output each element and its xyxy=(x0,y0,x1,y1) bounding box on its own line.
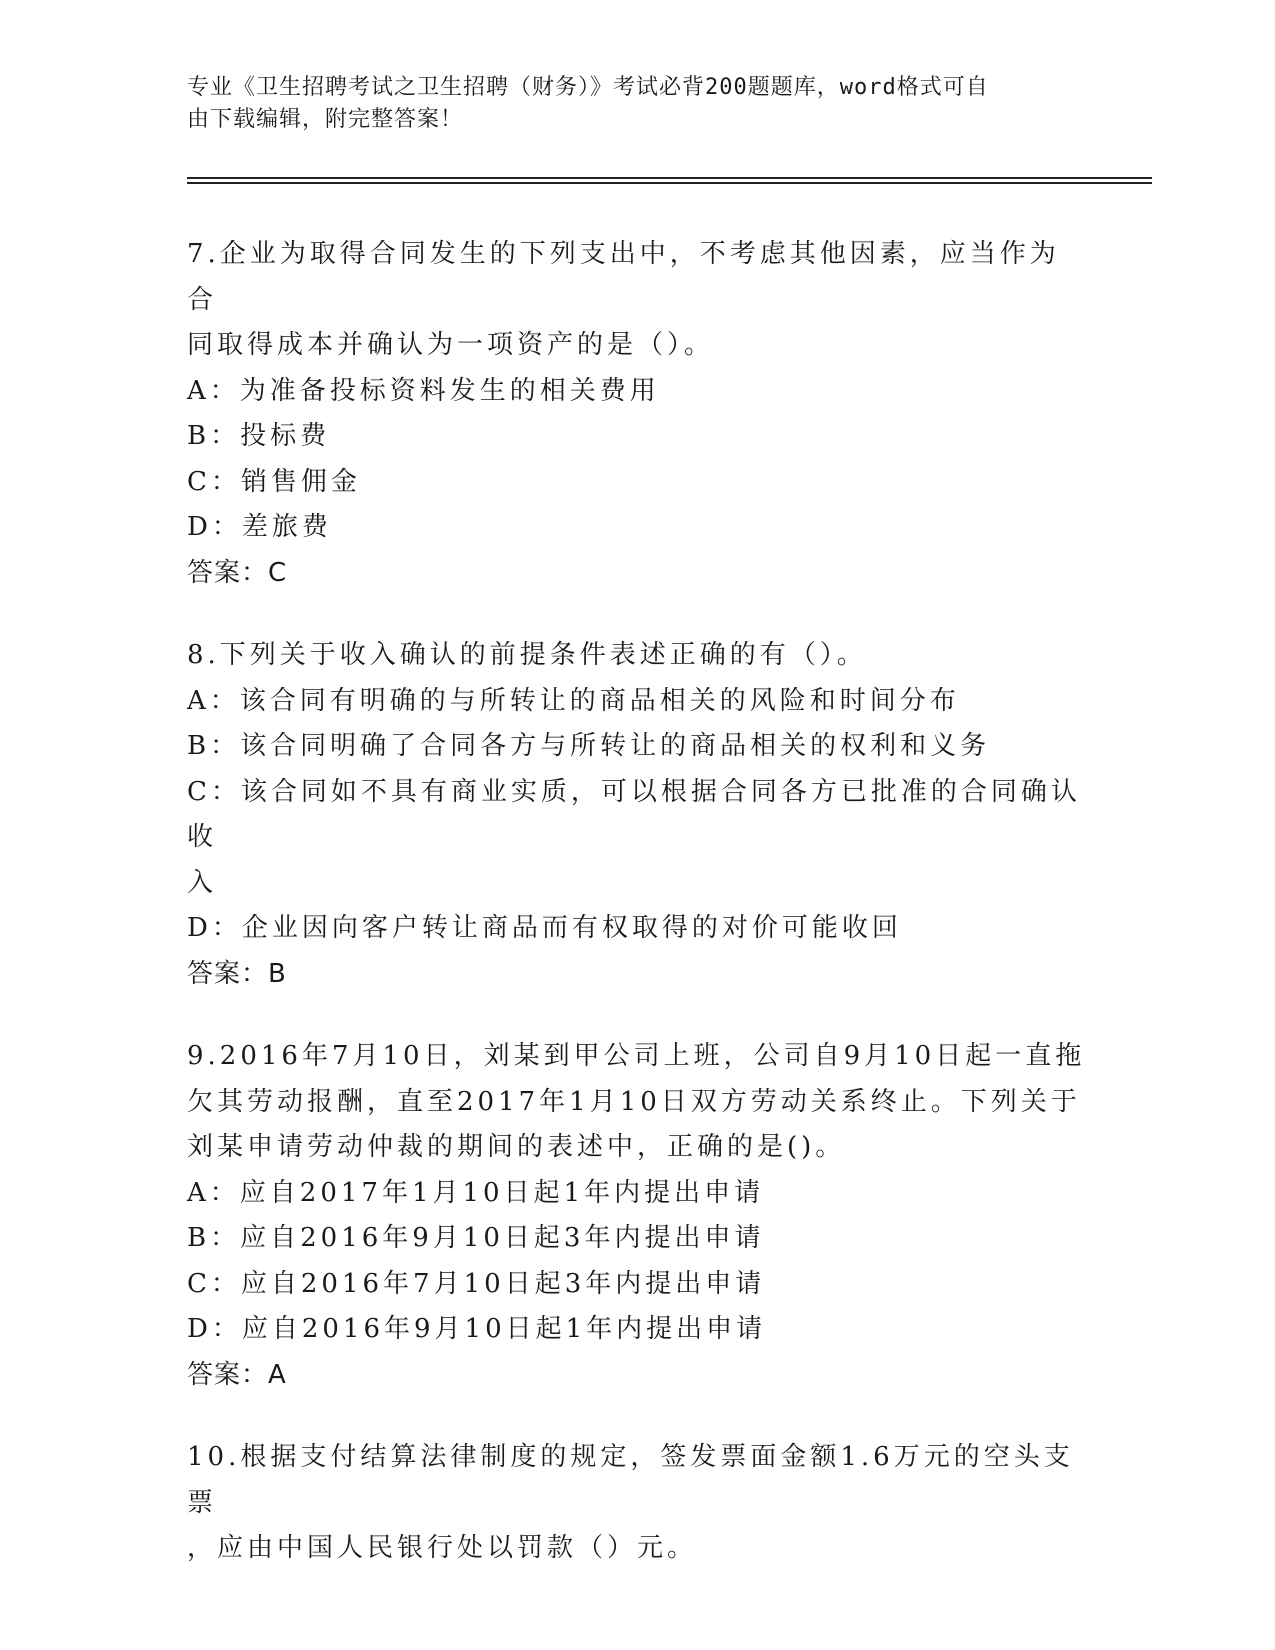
option-a: A：应自2017年1月10日起1年内提出申请 xyxy=(187,1177,765,1208)
question-stem: 同取得成本并确认为一项资产的是（）。 xyxy=(187,330,715,360)
header-line-1: 专业《卫生招聘考试之卫生招聘（财务）》考试必背200题题库，word格式可自 xyxy=(187,75,989,100)
question-stem: 7.企业为取得合同发生的下列支出中，不考虑其他因素，应当作为合 xyxy=(187,239,1060,315)
question-stem: 欠其劳动报酬，直至2017年1月10日双方劳动关系终止。下列关于 xyxy=(187,1086,1081,1117)
header-divider xyxy=(187,177,1152,184)
option-c: C：销售佣金 xyxy=(187,466,361,497)
question-9 xyxy=(187,1034,1087,1398)
document-header xyxy=(187,72,1087,136)
question-stem: ，应由中国人民银行处以罚款（）元。 xyxy=(187,1533,698,1563)
option-b: B：投标费 xyxy=(187,421,331,451)
answer: 答案：B xyxy=(187,958,287,989)
option-b: B：应自2016年9月10日起3年内提出申请 xyxy=(187,1223,765,1253)
question-stem: 刘某申请劳动仲裁的期间的表述中，正确的是()。 xyxy=(187,1132,846,1162)
answer: 答案：A xyxy=(187,1359,287,1390)
question-list xyxy=(187,232,1087,1609)
header-line-2: 由下载编辑，附完整答案！ xyxy=(187,107,464,132)
question-stem: 10.根据支付结算法律制度的规定，签发票面金额1.6万元的空头支票 xyxy=(187,1442,1074,1518)
answer: 答案：C xyxy=(187,557,288,588)
option-a: A：为准备投标资料发生的相关费用 xyxy=(187,375,660,406)
option-b: B：该合同明确了合同各方与所转让的商品相关的权利和义务 xyxy=(187,731,991,761)
option-d: D：企业因向客户转让商品而有权取得的对价可能收回 xyxy=(187,913,902,943)
option-c: C：应自2016年7月10日起3年内提出申请 xyxy=(187,1268,766,1299)
question-stem: 9.2016年7月10日，刘某到甲公司上班，公司自9月10日起一直拖 xyxy=(187,1041,1086,1071)
question-7 xyxy=(187,232,1087,596)
option-c-continued: 入 xyxy=(187,867,218,898)
option-d: D：差旅费 xyxy=(187,512,332,542)
question-10 xyxy=(187,1435,1087,1572)
option-d: D：应自2016年9月10日起1年内提出申请 xyxy=(187,1314,767,1344)
option-c: C：该合同如不具有商业实质，可以根据合同各方已批准的合同确认收 xyxy=(187,776,1081,852)
question-8 xyxy=(187,633,1087,997)
question-stem: 8.下列关于收入确认的前提条件表述正确的有（）。 xyxy=(187,640,867,670)
option-a: A：该合同有明确的与所转让的商品相关的风险和时间分布 xyxy=(187,685,960,716)
